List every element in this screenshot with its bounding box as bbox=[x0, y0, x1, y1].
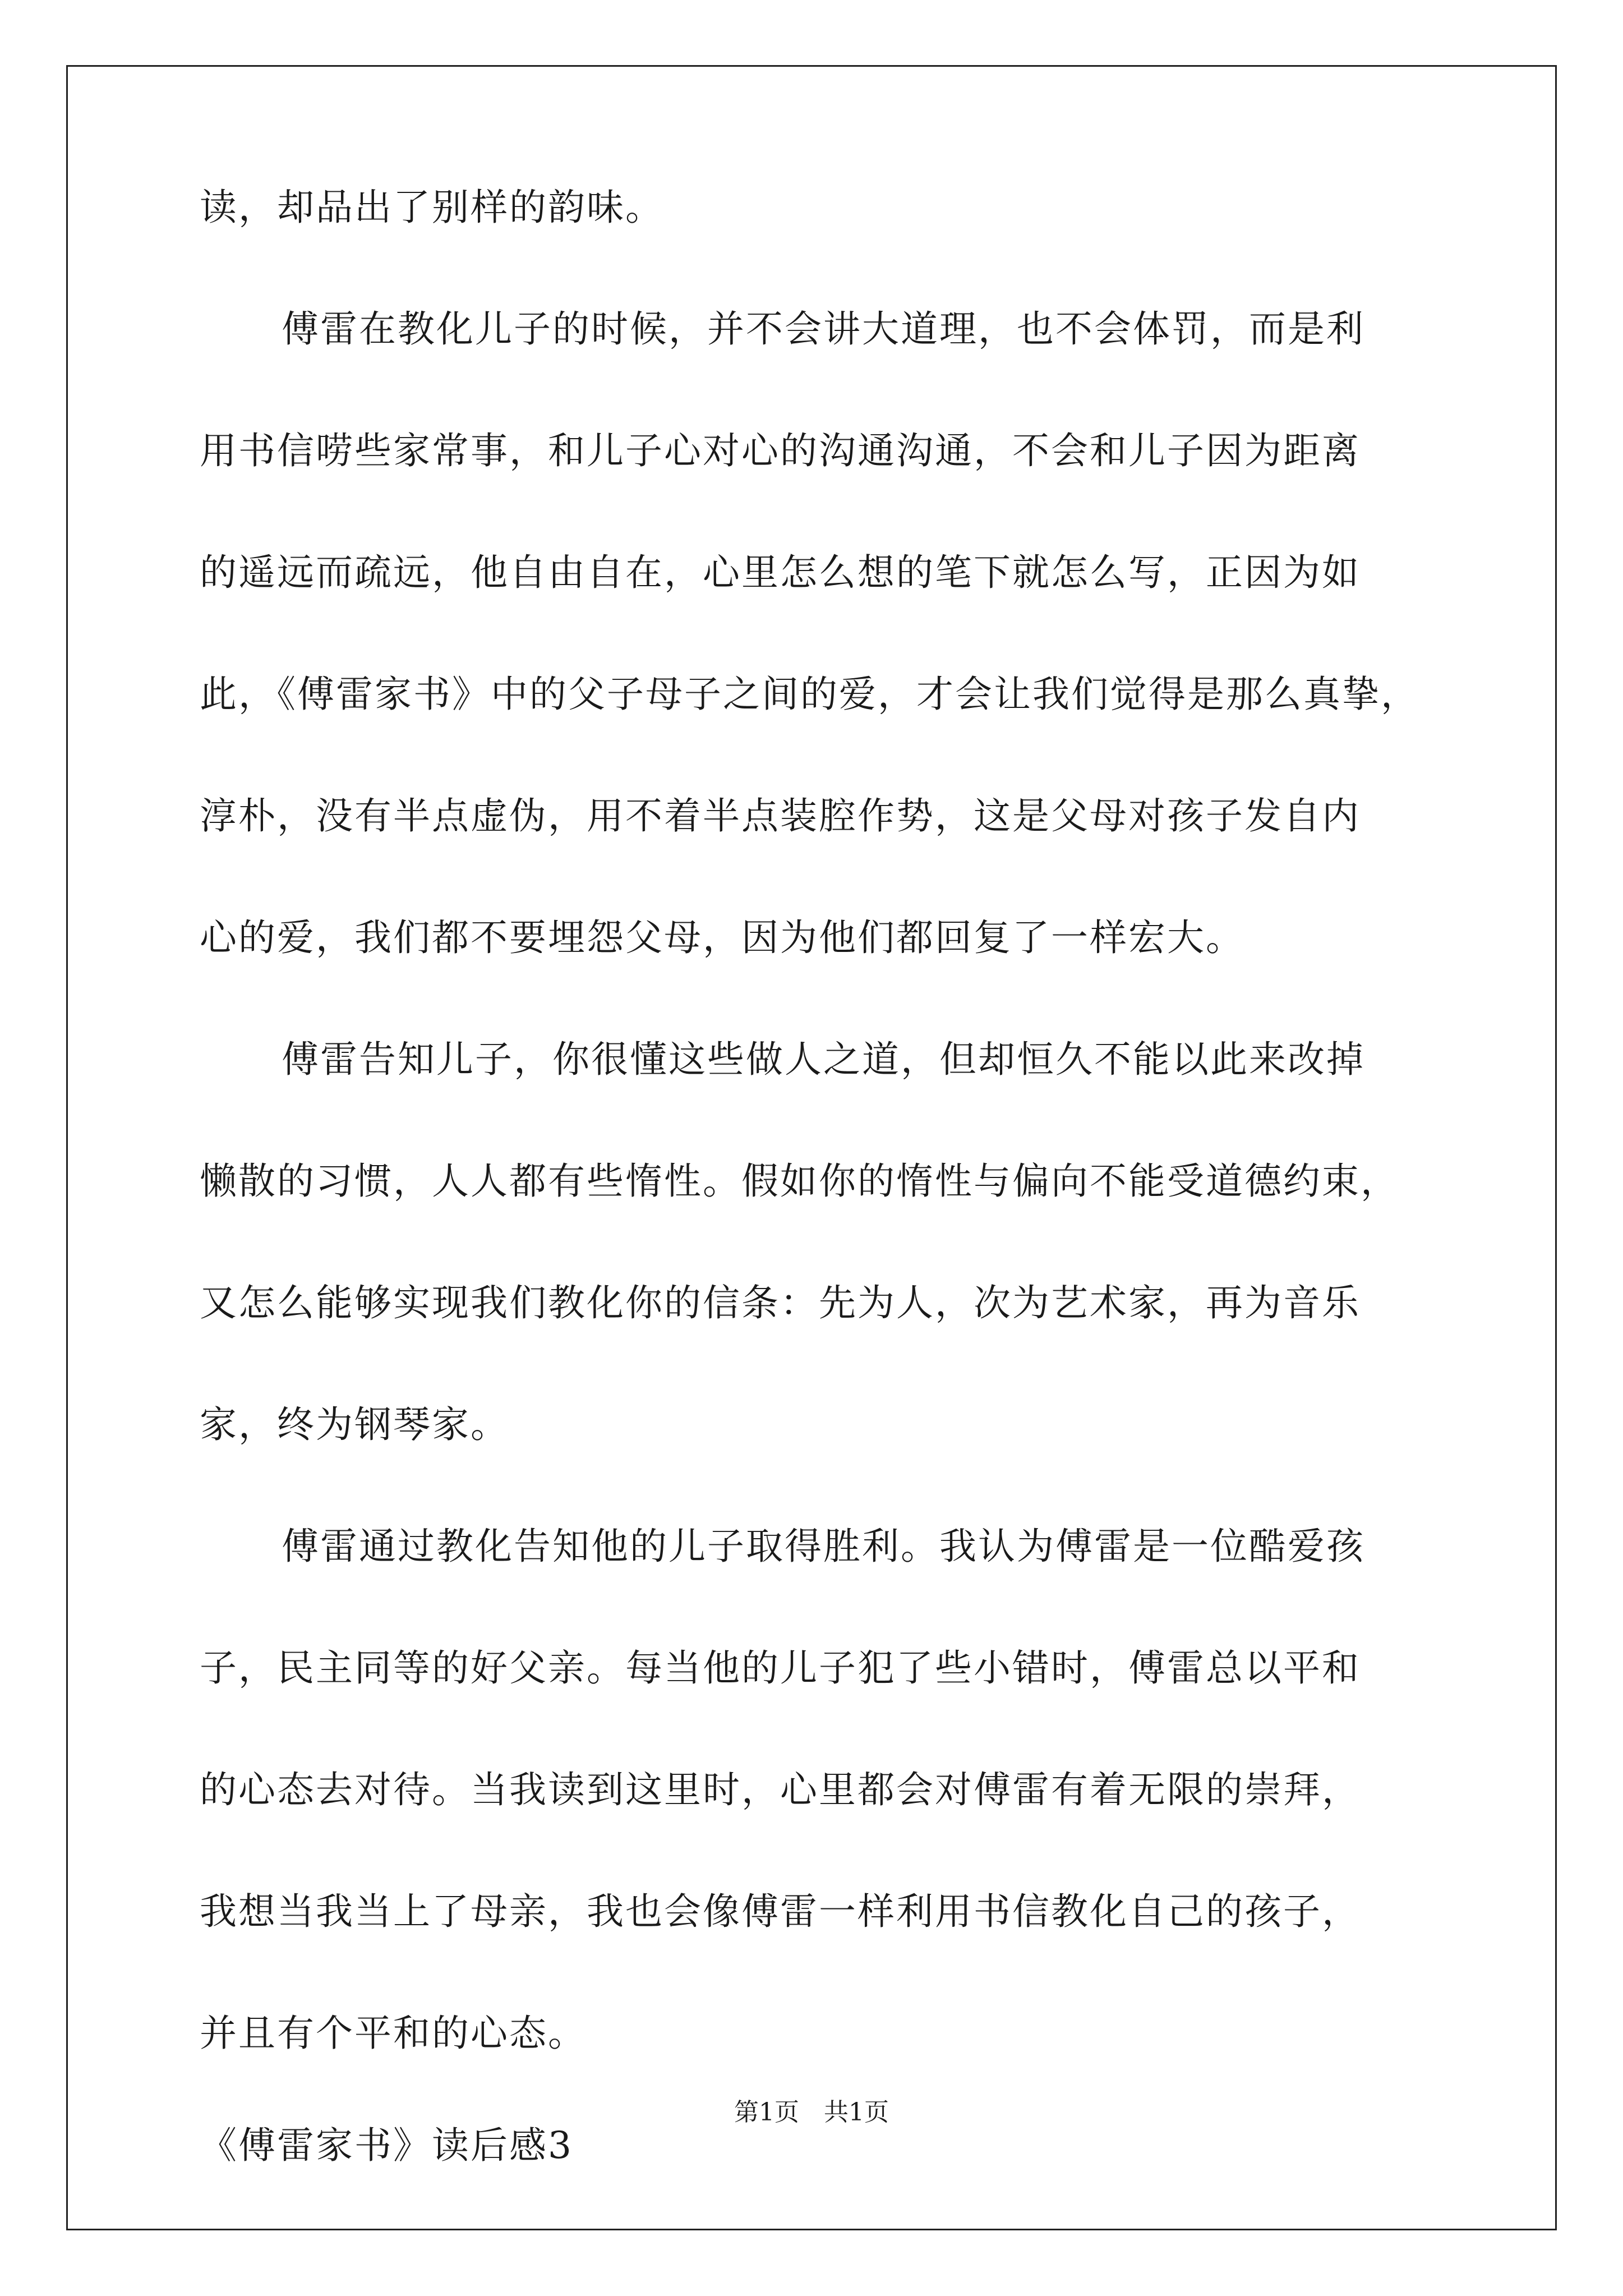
paragraph-first-line: 傅雷在教化儿子的时候，并不会讲大道理，也不会体罚，而是利 bbox=[282, 307, 1365, 351]
text-line: 读，却品出了别样的韵味。 bbox=[200, 186, 664, 229]
text-line: 的遥远而疏远，他自由自在，心里怎么想的笔下就怎么写，正因为如 bbox=[200, 551, 1361, 594]
section-heading: 《傅雷家书》读后感3 bbox=[200, 2124, 573, 2167]
text-line: 我想当我当上了母亲，我也会像傅雷一样利用书信教化自己的孩子， bbox=[200, 1890, 1361, 1933]
text-line: 又怎么能够实现我们教化你的信条：先为人，次为艺术家，再为音乐 bbox=[200, 1281, 1361, 1324]
paragraph-first-line: 傅雷告知儿子，你很懂这些做人之道，但却恒久不能以此来改掉 bbox=[282, 1038, 1365, 1081]
text-line: 淳朴，没有半点虚伪，用不着半点装腔作势，这是父母对孩子发自内 bbox=[200, 794, 1361, 838]
paragraph-first-line: 傅雷通过教化告知他的儿子取得胜利。我认为傅雷是一位酷爱孩 bbox=[282, 1525, 1365, 1568]
text-line: 此，《傅雷家书》中的父子母子之间的爱，才会让我们觉得是那么真挚， bbox=[200, 673, 1419, 716]
text-line: 的心态去对待。当我读到这里时，心里都会对傅雷有着无限的崇拜， bbox=[200, 1768, 1361, 1811]
text-line: 懒散的习惯，人人都有些惰性。假如你的惰性与偏向不能受道德约束， bbox=[200, 1159, 1399, 1203]
page-indicator: 第1页 共1页 bbox=[734, 2098, 889, 2127]
text-line: 心的爱，我们都不要埋怨父母，因为他们都回复了一样宏大。 bbox=[200, 916, 1244, 959]
text-line: 用书信唠些家常事，和儿子心对心的沟通沟通，不会和儿子因为距离 bbox=[200, 429, 1361, 472]
page-footer bbox=[0, 2097, 1623, 2128]
text-line: 并且有个平和的心态。 bbox=[200, 2012, 587, 2055]
text-line: 子，民主同等的好父亲。每当他的儿子犯了些小错时，傅雷总以平和 bbox=[200, 1646, 1361, 1690]
text-line: 家，终为钢琴家。 bbox=[200, 1403, 509, 1446]
